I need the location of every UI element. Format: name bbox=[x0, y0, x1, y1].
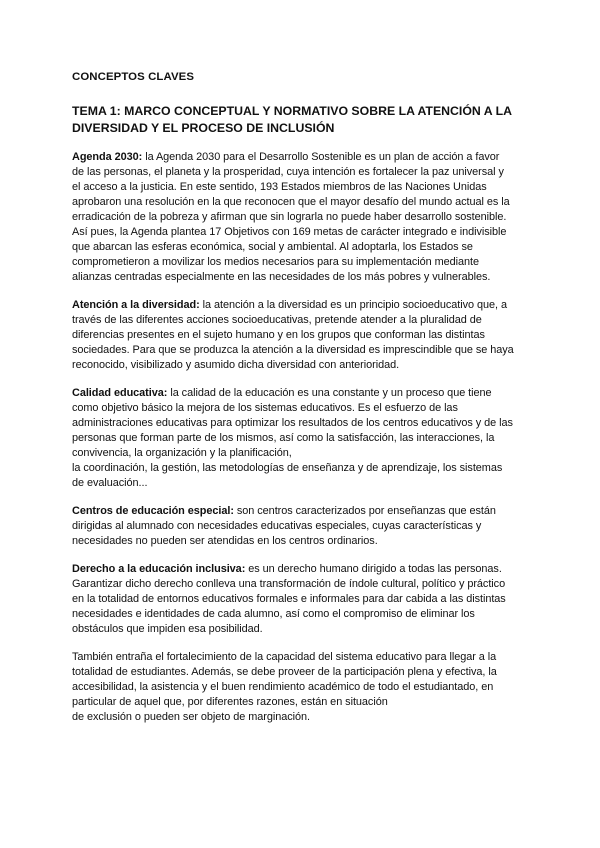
calidad-line: de evaluación... bbox=[72, 477, 148, 489]
calidad-line: como objetivo básico la mejora de los sistemas educativos. Es el esfuerzo de las bbox=[72, 402, 458, 414]
agenda-first-line bbox=[72, 151, 499, 164]
derecho-first-line bbox=[72, 563, 502, 576]
calidad-line: convivencia, la organización y la planificación, bbox=[72, 447, 292, 459]
calidad-first-line bbox=[72, 387, 492, 400]
tambien-line: totalidad de estudiantes. Además, se debe proveer de la participación plena y efectiva, la bbox=[72, 666, 497, 678]
tema-title-line-2: DIVERSIDAD Y EL PROCESO DE INCLUSIÓN bbox=[72, 121, 335, 135]
atencion-line: reconocido, visibilizado y asumido dicha diversidad con anterioridad. bbox=[72, 359, 400, 371]
tambien-line: accesibilidad, la asistencia y el buen rendimiento académico de todo el estudiantado, en bbox=[72, 681, 494, 693]
calidad-text: la calidad de la educación es una constante y un proceso que tiene bbox=[167, 387, 492, 399]
centros-text: son centros caracterizados por enseñanzas que están bbox=[233, 505, 496, 517]
calidad-term: Calidad educativa: bbox=[72, 387, 168, 399]
calidad-line: administraciones educativas para optimizar los resultados de los centros educativos y de las bbox=[72, 417, 513, 429]
agenda-text: la Agenda 2030 para el Desarrollo Sostenible es un plan de acción a favor bbox=[142, 151, 500, 163]
agenda-line: de las personas, el planeta y la prosperidad, cuya intención es fortalecer la paz universal y bbox=[72, 166, 504, 178]
atencion-first-line bbox=[72, 299, 507, 312]
tema-title-line-1: TEMA 1: MARCO CONCEPTUAL Y NORMATIVO SOBRE LA ATENCIÓN A LA bbox=[72, 104, 512, 118]
derecho-text: es un derecho humano dirigido a todas las personas. bbox=[245, 563, 502, 575]
derecho-line: necesidades e identidades de cada alumno, así como el compromiso de eliminar los bbox=[72, 608, 475, 620]
tambien-line: de exclusión o pueden ser objeto de marginación. bbox=[72, 711, 310, 723]
agenda-line: Así pues, la Agenda plantea 17 Objetivos con 169 metas de carácter integrado e indivisible bbox=[72, 226, 507, 238]
agenda-line: alianzas centradas especialmente en las necesidades de los más pobres y vulnerables. bbox=[72, 271, 491, 283]
atencion-line: diferencias presentes en el sujeto humano y en los grupos que conforman las distintas bbox=[72, 329, 485, 341]
atencion-line: través de las diferentes acciones socioeducativas, pretende atender a la pluralidad de bbox=[72, 314, 482, 326]
agenda-line: que abarcan las esferas económica, social y ambiental. Al adoptarla, los Estados se bbox=[72, 241, 473, 253]
agenda-term: Agenda 2030: bbox=[72, 151, 143, 163]
atencion-text: la atención a la diversidad es un principio socioeducativo que, a bbox=[199, 299, 507, 311]
tambien-line: particular de aquel que, por diferentes razones, están en situación bbox=[72, 696, 388, 708]
calidad-line: la coordinación, la gestión, las metodologías de enseñanza y de aprendizaje, los sistemas bbox=[72, 462, 503, 474]
atencion-term: Atención a la diversidad: bbox=[72, 299, 200, 311]
doc-heading: CONCEPTOS CLAVES bbox=[72, 71, 195, 83]
derecho-term: Derecho a la educación inclusiva: bbox=[72, 563, 246, 575]
centros-line: necesidades no pueden ser atendidas en los centros ordinarios. bbox=[72, 535, 378, 547]
derecho-line: obstáculos que impiden esa posibilidad. bbox=[72, 623, 263, 635]
tambien-line: También entraña el fortalecimiento de la capacidad del sistema educativo para llegar a la bbox=[72, 651, 497, 663]
agenda-line: aprobaron una resolución en la que reconocen que el mayor desafío del mundo actual es la bbox=[72, 196, 510, 208]
centros-first-line bbox=[72, 505, 496, 518]
agenda-line: erradicación de la pobreza y afirman que sin lograrla no puede haber desarrollo sostenible. bbox=[72, 211, 507, 223]
derecho-line: en la totalidad de entornos educativos formales e informales para dar cabida a las distintas bbox=[72, 593, 506, 605]
agenda-line: comprometieron a movilizar los medios necesarios para su implementación mediante bbox=[72, 256, 480, 268]
derecho-line: Garantizar dicho derecho conlleva una transformación de índole cultural, político y práctico bbox=[72, 578, 506, 590]
centros-line: dirigidas al alumnado con necesidades educativas especiales, cuyas características y bbox=[72, 520, 482, 532]
agenda-line: el acceso a la justicia. En este sentido, 193 Estados miembros de las Naciones Unidas bbox=[72, 181, 487, 193]
centros-term: Centros de educación especial: bbox=[72, 505, 234, 517]
calidad-line: personas que forman parte de los mismos, así como la satisfacción, las interacciones, la bbox=[72, 432, 495, 444]
atencion-line: sociedades. Para que se produzca la atención a la diversidad es imprescindible que se haya bbox=[72, 344, 514, 356]
